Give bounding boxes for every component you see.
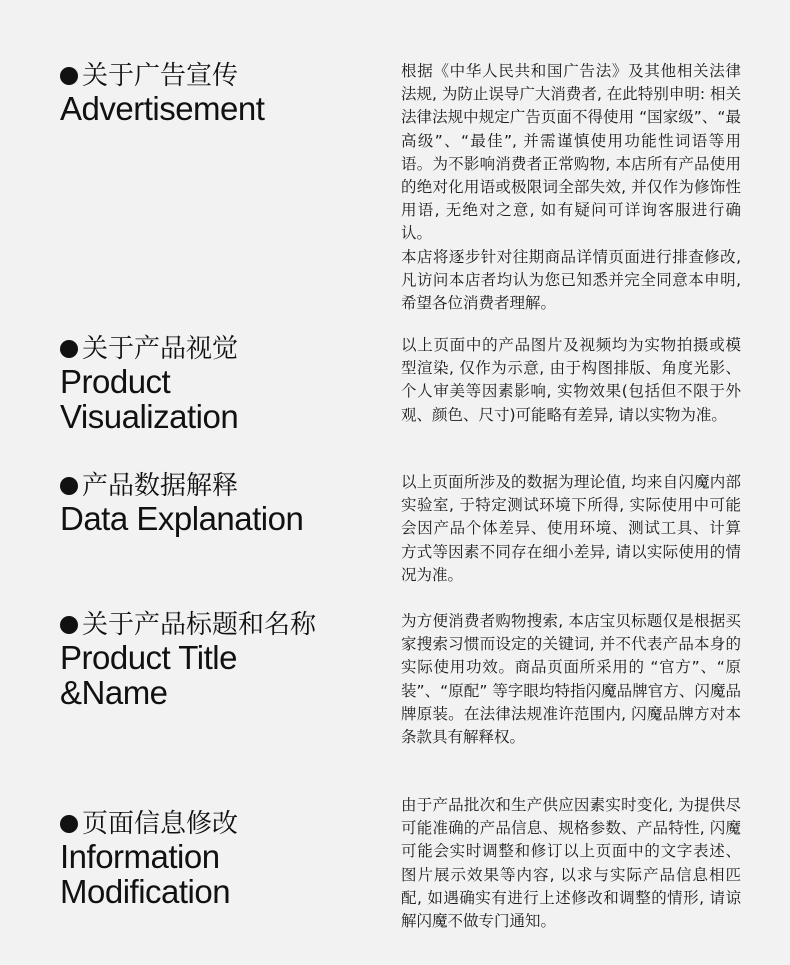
title-zh-text: 产品数据解释 xyxy=(82,471,239,501)
bullet-dot-icon xyxy=(60,67,78,85)
bullet-dot-icon xyxy=(60,477,78,495)
section-title-zh xyxy=(60,61,380,91)
section-title-zh xyxy=(60,334,380,364)
section-title-en: Product Visualization xyxy=(60,363,239,435)
section-body: 以上页面所涉及的数据为理论值, 均来自闪魔内部实验室, 于特定测试环境下所得, 实际使用中可能会因产品个体差异、使用环境、测试工具、计算方式等因素不同存在细小差异, 请以实际使用的情况为准。 xyxy=(401,473,741,584)
bullet-dot-icon xyxy=(60,616,78,634)
section-title-zh xyxy=(60,610,380,640)
section-title-en: Advertisement xyxy=(60,90,265,127)
section-body: 根据《中华人民共和国广告法》及其他相关法律法规, 为防止误导广大消费者, 在此特别申明: 相关法律法规中规定广告页面不得使用 “国家级”、“最高级”、“最佳”, 并需谨慎使用功能性词语等用语。为不影响消费者正常购物, 本店所有产品使用的绝对化用语或极限词全部失效, 并仅作为修饰性用语, 无绝对之意, 如有疑问可详询客服进行确认。 本店将逐步针对往期商品详情页面进行排查修改, 凡访问本店者均认为您已知悉并完全同意本申明, 希望各位消费者理解。 xyxy=(401,62,741,313)
section-heading xyxy=(60,471,380,536)
title-zh-text: 关于产品标题和名称 xyxy=(82,610,317,640)
section-title-en: Data Explanation xyxy=(60,500,304,537)
section-body: 以上页面中的产品图片及视频均为实物拍摄或模型渲染, 仅作为示意, 由于构图排版、角度光影、个人审美等因素影响, 实物效果(包括但不限于外观、颜色、尺寸)可能略有差异, 请以实物为准。 xyxy=(401,336,741,424)
title-zh-text: 关于广告宣传 xyxy=(82,61,239,91)
section-heading xyxy=(60,809,380,909)
section-body: 为方便消费者购物搜索, 本店宝贝标题仅是根据买家搜索习惯而设定的关键词, 并不代表产品本身的实际使用功效。商品页面所采用的 “官方”、“原装”、“原配” 等字眼均特指闪魔品牌官方、闪魔品牌原装。在法律法规准许范围内, 闪魔品牌方对本条款具有解释权。 xyxy=(401,612,741,747)
section-title-en: Information Modification xyxy=(60,838,231,910)
section-heading xyxy=(60,610,380,710)
title-zh-text: 关于产品视觉 xyxy=(82,334,239,364)
section-title-en: Product Title &Name xyxy=(60,639,237,711)
title-zh-text: 页面信息修改 xyxy=(82,809,239,839)
section-title-zh xyxy=(60,809,380,839)
section-heading xyxy=(60,61,380,126)
section-heading xyxy=(60,334,380,434)
section-body: 由于产品批次和生产供应因素实时变化, 为提供尽可能准确的产品信息、规格参数、产品特性, 闪魔可能会实时调整和修订以上页面中的文字表述、图片展示效果等内容, 以求与实际产品信息相匹配, 如遇确实有进行上述修改和调整的情形, 请谅解闪魔不做专门通知。 xyxy=(401,796,741,931)
bullet-dot-icon xyxy=(60,340,78,358)
section-title-zh xyxy=(60,471,380,501)
bullet-dot-icon xyxy=(60,815,78,833)
